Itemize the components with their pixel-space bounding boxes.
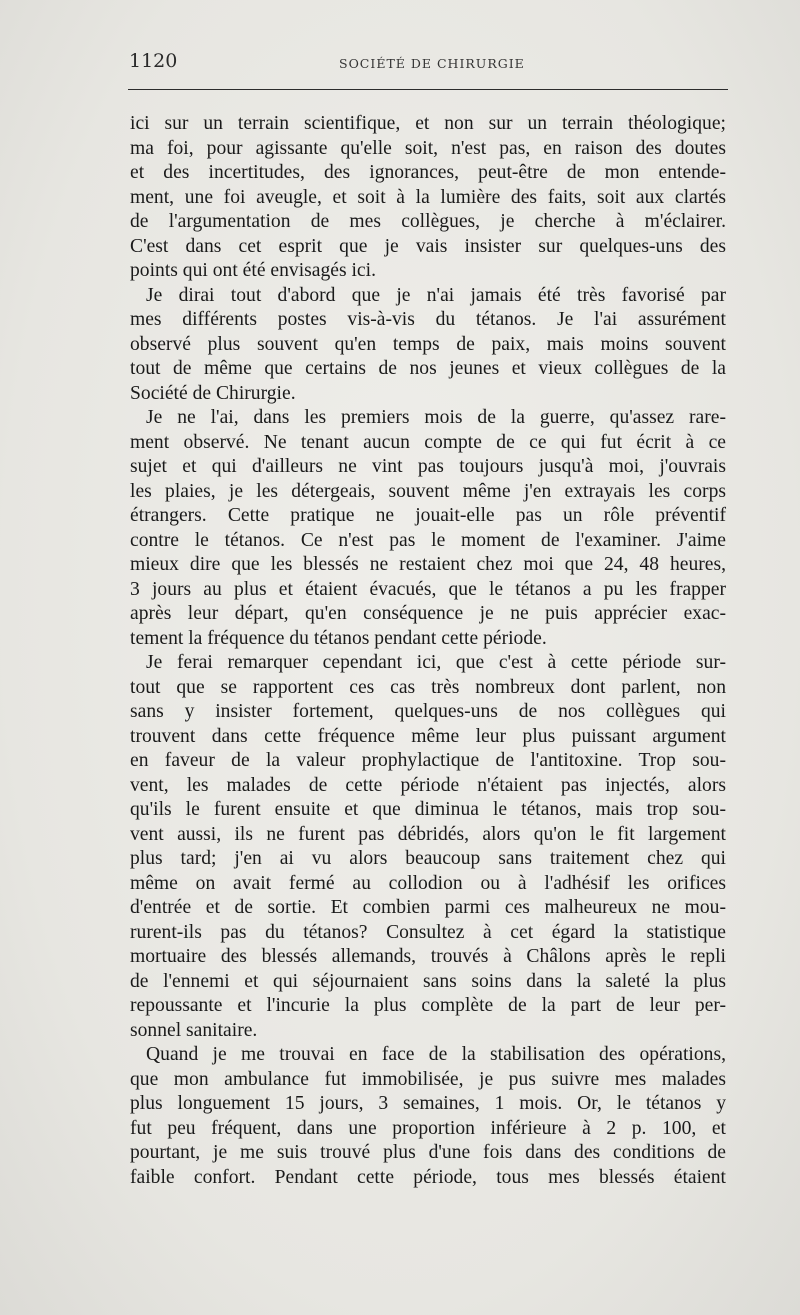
text-line: observé plus souvent qu'en temps de paix, mais moins souvent: [130, 333, 726, 355]
text-line: même on avait fermé au collodion ou à l'adhésif les orifices: [130, 872, 726, 894]
text-line: sans y insister fortement, quelques-uns de nos collègues qui: [130, 701, 726, 722]
text-line: Quand je me trouvai en face de la stabilisation des opérations,: [146, 1044, 726, 1065]
text-line: tement la fréquence du tétanos pendant cette période.: [130, 627, 547, 649]
header-rule: [128, 89, 728, 90]
text-line: points qui ont été envisagés ici.: [130, 260, 376, 281]
text-line: de l'ennemi et qui séjournaient sans soins dans la saleté la plus: [130, 970, 726, 992]
running-head: SOCIÉTÉ DE CHIRURGIE: [339, 56, 525, 71]
text-line: ma foi, pour agissante qu'elle soit, n'est pas, en raison des doutes: [130, 137, 726, 159]
text-line: mieux dire que les blessés ne restaient chez moi que 24, 48 heures,: [130, 554, 726, 575]
text-line: les plaies, je les détergeais, souvent même j'en extrayais les corps: [130, 480, 726, 502]
text-line: Je ferai remarquer cependant ici, que c'est à cette période sur-: [146, 652, 726, 673]
text-line: après leur départ, qu'en conséquence je ne puis apprécier exac-: [130, 603, 726, 624]
text-line: Je ne l'ai, dans les premiers mois de la guerre, qu'assez rare-: [146, 407, 726, 428]
text-line: vent, les malades de cette période n'étaient pas injectés, alors: [130, 774, 726, 796]
text-line: mes différents postes vis-à-vis du tétanos. Je l'ai assurément: [130, 309, 726, 330]
text-line: Société de Chirurgie.: [130, 382, 296, 404]
text-line: de l'argumentation de mes collègues, je cherche à m'éclairer.: [130, 211, 726, 232]
text-line: plus tard; j'en ai vu alors beaucoup sans traitement chez qui: [130, 848, 726, 869]
text-line: Je dirai tout d'abord que je n'ai jamais été très favorisé par: [146, 284, 726, 306]
text-line: contre le tétanos. Ce n'est pas le moment de l'examiner. J'aime: [130, 529, 726, 551]
text-line: en faveur de la valeur prophylactique de l'antitoxine. Trop sou-: [130, 750, 726, 771]
text-line: vent aussi, ils ne furent pas débridés, alors qu'on le fit largement: [130, 823, 726, 845]
page-number: 1120: [129, 50, 178, 72]
text-line: mortuaire des blessés allemands, trouvés à Châlons après le repli: [130, 946, 726, 967]
text-line: tout que se rapportent ces cas très nombreux dont parlent, non: [130, 676, 726, 698]
text-line: et des incertitudes, des ignorances, peut-être de mon entende-: [130, 162, 726, 183]
text-line: que mon ambulance fut immobilisée, je pus suivre mes malades: [130, 1068, 726, 1090]
text-line: repoussante et l'incurie la plus complète de la part de leur per-: [130, 995, 726, 1016]
text-line: plus longuement 15 jours, 3 semaines, 1 mois. Or, le tétanos y: [130, 1093, 726, 1114]
text-line: ment observé. Ne tenant aucun compte de ce qui fut écrit à ce: [130, 431, 726, 453]
text-line: trouvent dans cette fréquence même leur plus puissant argument: [130, 725, 726, 747]
text-line: d'entrée et de sortie. Et combien parmi ces malheureux ne mou-: [130, 897, 726, 918]
text-line: sujet et qui d'ailleurs ne vint pas toujours jusqu'à moi, j'ouvrais: [130, 456, 726, 477]
body-text: [130, 112, 726, 1190]
text-line: étrangers. Cette pratique ne jouait-elle pas un rôle préventif: [130, 505, 726, 526]
text-line: ment, une foi aveugle, et soit à la lumière des faits, soit aux clartés: [130, 186, 726, 208]
text-line: C'est dans cet esprit que je vais insister sur quelques-uns des: [130, 235, 726, 257]
text-line: rurent-ils pas du tétanos? Consultez à cet égard la statistique: [130, 921, 726, 943]
text-line: sonnel sanitaire.: [130, 1019, 258, 1041]
text-line: faible confort. Pendant cette période, tous mes blessés étaient: [130, 1166, 726, 1188]
text-line: qu'ils le furent ensuite et que diminua le tétanos, mais trop sou-: [130, 799, 726, 820]
text-line: fut peu fréquent, dans une proportion inférieure à 2 p. 100, et: [130, 1117, 726, 1139]
text-line: 3 jours au plus et étaient évacués, que le tétanos a pu les frapper: [130, 578, 726, 600]
page-header: [129, 50, 729, 74]
text-line: pourtant, je me suis trouvé plus d'une fois dans des conditions de: [130, 1142, 726, 1163]
text-line: ici sur un terrain scientifique, et non sur un terrain théologique;: [130, 113, 726, 134]
text-line: tout de même que certains de nos jeunes et vieux collègues de la: [130, 358, 726, 379]
